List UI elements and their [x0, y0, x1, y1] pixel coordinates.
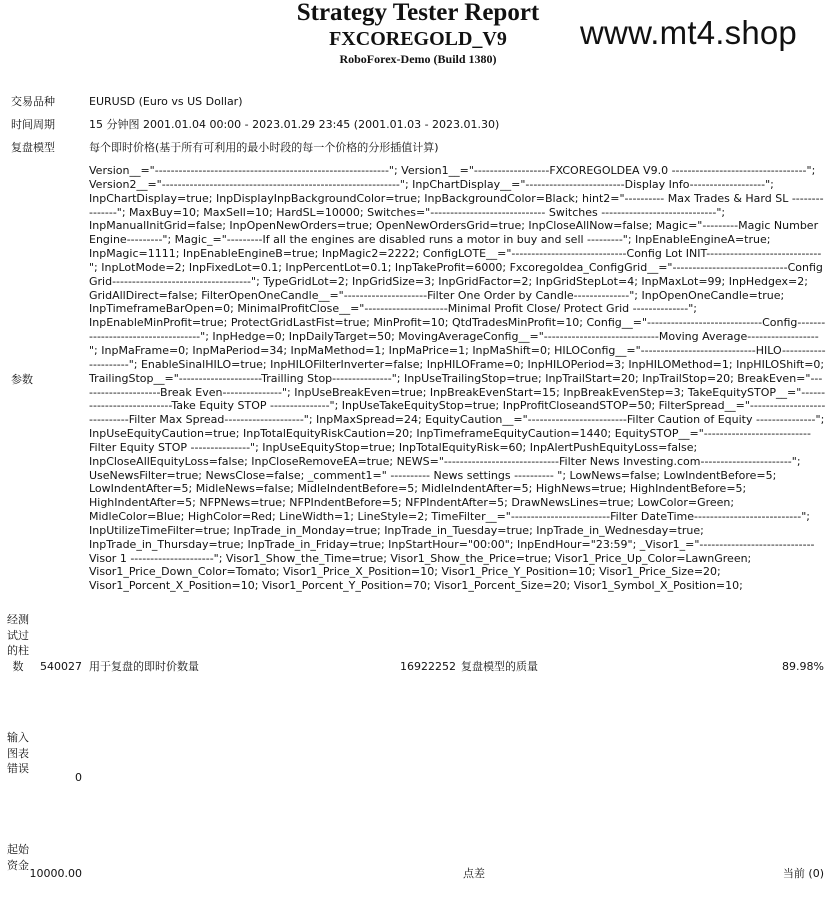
errors-value: 0 [75, 771, 82, 784]
quality-label: 复盘模型的质量 [461, 660, 538, 673]
ticks-label: 用于复盘的即时价数量 [89, 660, 199, 673]
spread-label: 点差 [463, 867, 485, 880]
params-label: 参数 [11, 373, 33, 386]
watermark-text: www.mt4.shop [580, 14, 797, 51]
symbol-value: EURUSD (Euro vs US Dollar) [89, 95, 243, 108]
period-label: 时间周期 [11, 118, 55, 131]
model-label: 复盘模型 [11, 141, 55, 154]
server-build: RoboForex-Demo (Build 1380) [339, 52, 497, 66]
symbol-label: 交易品种 [11, 95, 55, 108]
period-value: 15 分钟图 2001.01.04 00:00 - 2023.01.29 23:45 (2001.01.03 - 2023.01.30) [89, 118, 500, 131]
params-value: Version__="-----------------------------------------------------------"; Version1__="-------------------FXCOREGOLDEA V9.0 ----------------------------------"; Version2__="------------------------------------------------------------"; InpChartDisplay__="-------------------------Display Info-------------------"; InpChartDisplay=true; InpDisplayInpBackgroundColor=true; InpBackgroundColor=Black; hint2="---------- Max Trades & Hard SL ---------------"; MaxBuy=10; MaxSell=10; HardSL=10000; Switches="----------------------------- Switches -----------------------------"; InpManualInitGrid=false; InpOpenNewOrders=true; OpenNewOrdersGrid=true; InpCloseAllNow=false; Magic="---------Magic Number Engine---------"; Magic_="---------If all the engines are disabled runs a motor in buy and sell ---------"; InpEnableEngineA=true; InpMagic=1111; InpEnableEngineB=true; InpMagic2=2222; ConfigLOTE__="-----------------------------Config Lot INIT-----------------------------"; InpLotMode=2; InpFixedLot=0.1; InpPercentLot=0.1; InpTakeProfit=6000; Fxcoregoldea_ConfigGrid__="-----------------------------Config Grid-----------------------------------"; TypeGridLot=2; InpGridSize=3; InpGridFactor=2; InpGridStepLot=4; InpMaxLot=99; InpHedgex=2; GridAllDirect=false; FilterOpenOneCandle__="---------------------Filter One Order by Candle--------------"; InpOpenOneCandle=true; InpTimeframeBarOpen=0; MinimalProfitClose__="---------------------Minimal Profit Close/ Protect Grid --------------"; InpEnableMinProfit=true; ProtectGridLastFist=true; MinProfit=10; QtdTradesMinProfit=10; Config__="-----------------------------Config-----------------------------------"; InpHedge=0; InpDailyTarget=50; MovingAverageConfig__="-----------------------------Moving Average------------------"; InpMaFrame=0; InpMaPeriod=34; InpMaMethod=1; InpMaPrice=1; InpMaShift=0; HILOConfig__="-----------------------------HILO---------------------"; EnableSinalHILO=true; InpHILOFilterInverter=false; InpHILOFrame=0; InpHILOPeriod=3; InpHILOMethod=1; InpHILOShift=0; TrailingStop__="---------------------Trailling Stop---------------"; InpUseTrailingStop=true; InpTrailStart=20; InpTrailStop=20; BreakEven="---------------------Break Even---------------"; InpUseBreakEven=true; InpBreakEvenStart=15; InpBreakEvenStep=3; TakeEquitySTOP__="---------------------------Take Equity STOP ---------------"; InpUseTakeEquityStop=true; InpProfitCloseandSTOP=50; FilterSpread__="-----------------------------Filter Max Spread--------------------"; InpMaxSpread=24; EquityCaution__="-------------------------Filter Caution of Equity ---------------"; InpUseEquityCaution=true; InpTotalEquityRiskCaution=20; InpTimeframeEquityCaution=1440; EquitySTOP__="---------------------------Filter Equity STOP ---------------"; InpUseEquityStop=true; InpTotalEquityRisk=60; InpAlertPushEquityLoss=false; InpCloseAllEquityLoss=false; InpCloseRemoveEA=true; NEWS="-----------------------------Filter News Investing.com-----------------------"; UseNewsFilter=true; NewsClose=false; _comment1=" ---------- News settings ---------- "; LowNews=false; LowIndentBefore=5; LowIndentAfter=5; MidleNews=false; MidleIndentBefore=5; MidleIndentAfter=5; HighNews=true; HighIndentBefore=5; HighIndentAfter=5; NFPNews=true; NFPIndentBefore=5; NFPIndentAfter=5; DrawNewsLines=true; LowColor=Green; MidleColor=Blue; HighColor=Red; LineWidth=1; LineStyle=2; TimeFilter__="-------------------------Filter DateTime---------------------------"; InpUtilizeTimeFilter=true; InpTrade_in_Monday=true; InpTrade_in_Tuesday=true; InpTrade_in_Wednesday=true; InpTrade_in_Thursday=true; InpTrade_in_Friday=true; InpStartHour="00:00"; InpEndHour="23:59"; _Visor1_="-----------------------------Visor 1 ---------------------"; Visor1_Show_the_Time=true; Visor1_Show_the_Price=true; Visor1_Price_Up_Color=LawnGreen; Visor1_Price_Down_Color=Tomato; Visor1_Price_X_Position=10; Visor1_Price_Y_Position=10; Visor1_Price_Size=20; Visor1_Porcent_X_Position=10; Visor1_Porcent_Y_Position=70; Visor1_Porcent_Size=20; Visor1_Symbol_X_Position=10; [89, 164, 826, 593]
expert-name: FXCOREGOLD_V9 [329, 28, 507, 50]
spread-value: 当前 (0) [782, 867, 824, 880]
bars-label: 经测试过的柱数 [7, 613, 29, 673]
report-title: Strategy Tester Report [296, 0, 540, 26]
report-header [0, 0, 837, 70]
deposit-label: 起始资金 [7, 843, 29, 872]
deposit-value: 10000.00 [29, 867, 82, 880]
model-value: 每个即时价格(基于所有可利用的最小时段的每一个价格的分形插值计算) [89, 141, 439, 154]
bars-value: 540027 [40, 660, 82, 673]
ticks-value: 16922252 [400, 660, 456, 673]
errors-label: 输入图表错误 [7, 731, 29, 775]
quality-value: 89.98% [782, 660, 824, 673]
